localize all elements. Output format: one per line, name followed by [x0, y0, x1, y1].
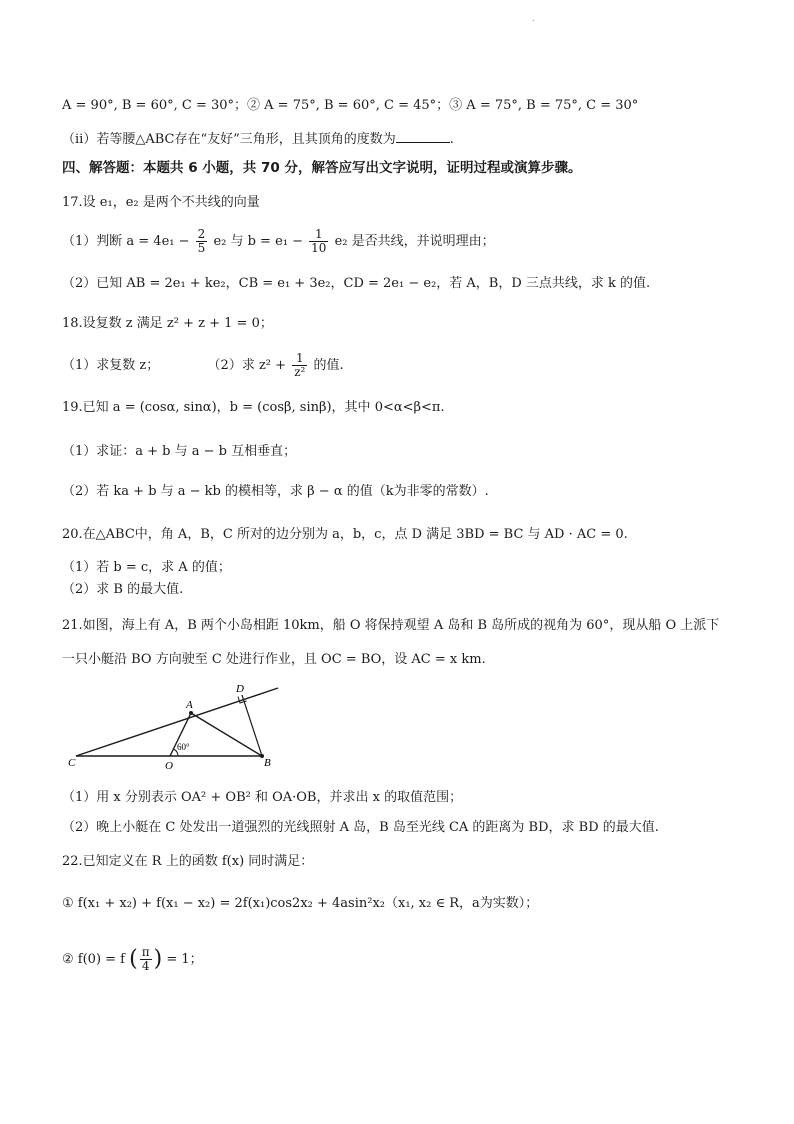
q20-stem: 20.在△ABC中，角 A，B，C 所对的边分别为 a，b，c，点 D 满足 3BD = BC 与 AD · AC = 0. [62, 527, 628, 542]
frac-den: 10 [311, 241, 327, 255]
q22-condition-1: ① f(x₁ + x₂) + f(x₁ − x₂) = 2f(x₁)cos2x₂ + 4asin²x₂（x₁, x₂ ∈ R，a为实数）； [62, 896, 539, 911]
q16-ii-text: （ii）若等腰△ABC存在“友好”三角形，且其顶角的度数为 [62, 132, 396, 147]
q19-part1: （1）求证：a + b 与 a − b 互相垂直； [62, 444, 297, 459]
section-heading: 四、解答题：本题共 6 小题，共 70 分，解答应写出文字说明，证明过程或演算步骤。 [62, 160, 582, 176]
point-a [189, 711, 193, 715]
q19-part2: （2）若 ka + b 与 a − kb 的模相等，求 β − α 的值（k为非零的常数）. [62, 484, 489, 499]
fraction-pi-4 [140, 946, 152, 973]
frac-num: 1 [309, 228, 328, 242]
frac-num: π [141, 945, 150, 959]
q21-stem-2: 一只小艇沿 BO 方向驶至 C 处进行作业，且 OC = BO，设 AC = x km. [62, 652, 486, 667]
label-angle: 60° [177, 742, 190, 752]
label-o: O [165, 760, 173, 770]
q16-options-line: A = 90°, B = 60°, C = 30°；② A = 75°, B = 60°, C = 45°；③ A = 75°, B = 75°, C = 30° [62, 98, 639, 113]
q18-stem: 18.设复数 z 满足 z² + z + 1 = 0； [62, 316, 273, 331]
geometry-figure [66, 680, 296, 770]
frac-den: 5 [197, 241, 206, 255]
frac-den: 4 [141, 959, 150, 973]
q16-ii [62, 130, 774, 150]
label-a: A [186, 699, 193, 711]
q17-1-pre: （1）判断 a = 4e₁ − [62, 234, 190, 249]
q19-stem: 19.已知 a = (cosα, sinα)，b = (cosβ, sinβ)，其中 0<α<β<π. [62, 400, 445, 415]
fraction-1-10 [309, 228, 328, 255]
label-c: C [68, 757, 76, 769]
segment-bd [242, 695, 262, 756]
q17-1-post: e₂ 是否共线，并说明理由； [334, 234, 495, 249]
q17-part2: （2）已知 AB = 2e₁ + ke₂，CB = e₁ + 3e₂，CD = 2e₁ − e₂，若 A，B，D 三点共线，求 k 的值. [62, 276, 651, 291]
q20-part1: （1）若 b = c，求 A 的值； [62, 560, 231, 575]
q21-part2: （2）晚上小艇在 C 处发出一道强烈的光线照射 A 岛，B 岛至光线 CA 的距离为 BD，求 BD 的最大值. [62, 820, 659, 835]
q21-stem-1: 21.如图，海上有 A，B 两个小岛相距 10km，船 O 将保持观望 A 岛和 B 岛所成的视角为 60°，现从船 O 上派下 [62, 618, 720, 633]
page-mark: . [532, 14, 535, 23]
label-d: D [236, 683, 244, 695]
q18-parts [62, 352, 774, 379]
fraction-2-5 [196, 228, 208, 255]
q17-part1 [62, 228, 774, 255]
q21-part1: （1）用 x 分别表示 OA² + OB² 和 OA·OB，并求出 x 的取值范围； [62, 790, 463, 805]
frac-den: z² [294, 365, 306, 379]
q18-part2-pre: （2）求 z² + [207, 358, 287, 373]
q18-part1: （1）求复数 z； [62, 358, 160, 373]
frac-num: 2 [197, 227, 206, 241]
frac-num: 1 [292, 352, 307, 366]
q16-ii-end: . [449, 132, 454, 147]
q22-c2-post: = 1； [166, 952, 203, 967]
q22-stem: 22.已知定义在 R 上的函数 f(x) 同时满足： [62, 854, 314, 869]
q20-part2: （2）求 B 的最大值. [62, 582, 184, 597]
q22-c2-pre: ② f(0) = f [62, 952, 125, 967]
segment-ab [191, 713, 262, 756]
label-b: B [264, 757, 271, 769]
q17-1-mid: e₂ 与 b = e₁ − [213, 234, 304, 249]
answer-blank [396, 130, 450, 143]
q22-condition-2: ② f(0) = f ( $\frac{\pi}{4}$ ) = 1； [62, 945, 203, 973]
q18-part2-post: 的值. [313, 358, 344, 373]
fraction-1-z2 [292, 352, 307, 379]
q17-stem: 17.设 e₁，e₂ 是两个不共线的向量 [62, 195, 260, 210]
